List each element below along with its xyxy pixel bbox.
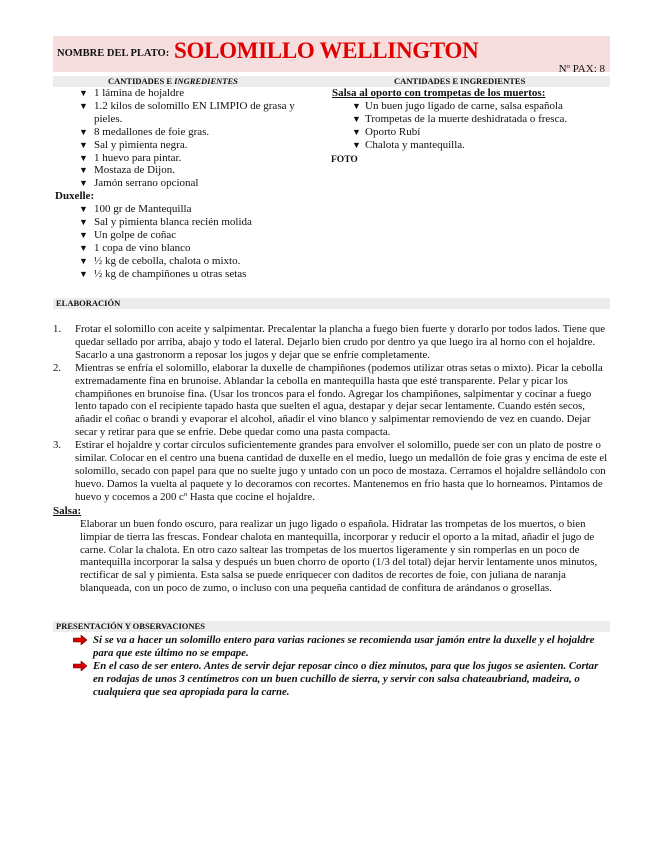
list-item: ▼ 8 medallones de foie gras.	[79, 125, 210, 138]
list-item: ▼ ½ kg de cebolla, chalota o mixto.	[79, 254, 241, 267]
triangle-bullet-icon: ▼	[79, 100, 88, 111]
sauce-method-text: Elaborar un buen fondo oscuro, para realizar un jugo ligado o española. Hidratar las trompetas de los muertos, o bien limpiar de tierra las frescas. Fondear chalota en mantequilla, incorporar y reducir el oporto a la mitad, añadir el jugo de carne. Colar la chalota. En otro cazo saltear las trompetas de los muertos ligeramente y sin romperlas en un poco de mantequilla incorporar la salsa y después un buen chorro de oporto (1/3 del total) dejar hervir lentamente unos minutos, rectificar de sal y pimienta. Esta salsa se puede enriquecer con daditos de recortes de foie, con juliana de naranja blanqueada, con un poco de zumo, o incluso con una pequeña cantidad de confitura de arándanos o grosellas.	[80, 517, 598, 595]
list-item: ▼ 1 huevo para pintar.	[79, 151, 182, 164]
list-item: ▼ Sal y pimienta negra.	[79, 138, 188, 151]
list-item: ▼ Un golpe de coñac	[79, 228, 177, 241]
main-ingredients-column	[53, 87, 323, 281]
sauce-ingredients-column	[329, 87, 610, 166]
triangle-bullet-icon: ▼	[352, 100, 361, 111]
list-item: ▼ ½ kg de champiñones u otras setas	[79, 267, 247, 280]
list-item: ▼ Jamón serrano opcional	[79, 177, 199, 190]
triangle-bullet-icon: ▼	[79, 126, 88, 137]
list-item: ▼ 1 copa de vino blanco	[79, 241, 191, 254]
triangle-bullet-icon: ▼	[352, 139, 361, 150]
list-item: ▼ Chalota y mantequilla.	[352, 138, 465, 151]
triangle-bullet-icon: ▼	[79, 217, 88, 228]
main-ingredient-list	[53, 87, 323, 190]
triangle-bullet-icon: ▼	[79, 88, 88, 98]
list-item: 1. Frotar el solomillo con aceite y salpimentar. Precalentar la plancha a fuego bien fuerte y dorarlo por todos lados. Tiene que quedar sellado por arriba, abajo y todo el lateral. Dejarlo bien crudo por dentro ya que luego ira al horno con el hojaldre. Sacarlo a una gastronorm a reposar los jugos y dejar que se enfríe completamente.	[53, 323, 606, 361]
dish-name: SOLOMILLO WELLINGTON	[174, 38, 479, 63]
duxelle-heading: Duxelle:	[55, 190, 95, 203]
triangle-bullet-icon: ▼	[79, 165, 88, 176]
triangle-bullet-icon: ▼	[79, 204, 88, 215]
sauce-method-label: Salsa:	[53, 504, 82, 517]
recipe-sheet	[53, 36, 610, 699]
right-column-heading: CANTIDADES E INGREDIENTES	[394, 76, 526, 86]
list-item: ▼ Oporto Rubí	[352, 125, 421, 138]
list-item: ▼ Trompetas de la muerte deshidratada o fresca.	[352, 112, 568, 125]
triangle-bullet-icon: ▼	[79, 139, 88, 150]
triangle-bullet-icon: ▼	[79, 178, 88, 189]
dish-name-label: NOMBRE DEL PLATO:	[57, 48, 170, 59]
list-item: ▼ 1 lámina de hojaldre	[79, 87, 185, 99]
list-item: ▼ Sal y pimienta blanca recién molida	[79, 216, 252, 229]
triangle-bullet-icon: ▼	[79, 229, 88, 240]
pax-count: Nº PAX: 8	[558, 63, 605, 75]
list-item: 3. Estirar el hojaldre y cortar círculos suficientemente grandes para envolver el solomillo, puede ser con un plato de postre o similar. Colocar en el centro una buena cantidad de duxelle en el medio, luego un medallón de foie gras y encima de este el solomillo, secado con papel para que no suelte jugo y untado con un poco de mostaza. Cerramos el hojaldre sellándolo con huevo. Damos la vuelta al paquete y lo decoramos con recortes. Mantenemos en frio hasta que lo horneamos. Pintamos de huevo y cocemos a 200 cº Hasta que cocine el hojaldre.	[53, 439, 608, 503]
triangle-bullet-icon: ▼	[79, 255, 88, 266]
triangle-bullet-icon: ▼	[352, 113, 361, 124]
list-item: ▼ Mostaza de Dijon.	[79, 164, 175, 177]
elaboration-steps	[53, 323, 610, 504]
arrow-bullet-icon	[73, 635, 87, 645]
triangle-bullet-icon: ▼	[79, 242, 88, 253]
ingredients-column-headings	[53, 76, 610, 87]
list-item: ▼ 100 gr de Mantequilla	[79, 203, 192, 216]
triangle-bullet-icon: ▼	[352, 126, 361, 137]
list-item: En el caso de ser entero. Antes de servir dejar reposar cinco o diez minutos, para que los jugos se asienten. Cortar en rodajas de unos 3 centímetros con un buen cuchillo de sierra, y servir con salsa chateaubriand, madeira, o cualquiera que sea apropiada para la carne.	[53, 660, 610, 699]
title-bar	[53, 36, 610, 75]
duxelle-ingredient-list	[53, 203, 323, 280]
triangle-bullet-icon: ▼	[79, 152, 88, 163]
list-item: Si se va a hacer un solomillo entero para varias raciones se recomienda usar jamón entre la duxelle y el hojaldre para que este último no se empape.	[53, 634, 610, 660]
list-item: ▼ 1.2 kilos de solomillo EN LIMPIO de grasa y pieles.	[79, 99, 295, 125]
left-column-heading: CANTIDADES E INGREDIENTES	[108, 76, 238, 86]
triangle-bullet-icon: ▼	[79, 268, 88, 279]
list-item: 2. Mientras se enfría el solomillo, elaborar la duxelle de champiñones (podemos utilizar otras setas o mixto). Picar la cebolla extremadamente fina en brunoise. Ablandar la cebolla en mantequilla hasta que esté transparente. Pelar y picar los champiñones en brunoise fina. (Usar los troncos para el fondo. Agregar los champiñones, salpimentar y cocinar a fuego lento tapado con el recipiente tapado hasta que suelten el agua, destapar y dejar secar lentamente. Cuando estén secos, añadir el coñac o brandi y evaporar el alcohol, añadir el vino blanco y salpimentar removiendo de vez en cuando. Dejar secar y retirar para que se enfríe. Debe quedar como una pasta compacta.	[53, 361, 603, 439]
sauce-ingredient-list	[329, 100, 610, 152]
ingredients-area	[53, 87, 610, 290]
elaboration-heading: ELABORACIÓN	[53, 298, 610, 309]
observations-list	[53, 634, 610, 699]
list-item: ▼ Un buen jugo ligado de carne, salsa española	[352, 99, 563, 112]
photo-label: FOTO	[331, 154, 358, 165]
arrow-bullet-icon	[73, 661, 87, 671]
presentation-heading: PRESENTACIÓN Y OBSERVACIONES	[53, 621, 610, 632]
sauce-heading: Salsa al oporto con trompetas de los muertos:	[332, 87, 546, 99]
